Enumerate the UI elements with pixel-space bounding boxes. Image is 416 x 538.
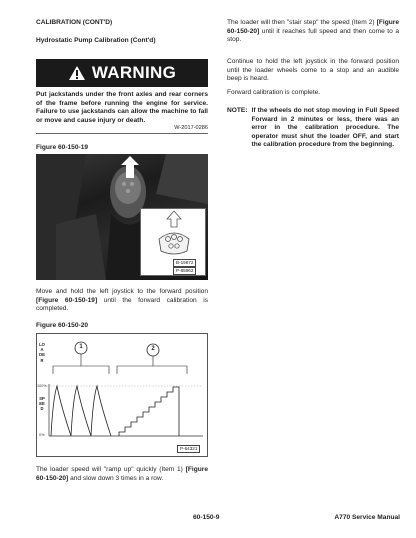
paragraph-continue: Continue to hold the left joystick in the forward position until the loader wheels come to a stop and an audible beep is heard. (227, 58, 399, 83)
warning-text: Put jackstands under the front axles and rear corners of the frame before running the engine for service. Failure to use jackstands can allow the machine to fall or move and cause injury or death. (36, 91, 208, 124)
paragraph-ramp-text: The loader speed will "ramp up" quickly (Item 1) (36, 466, 186, 473)
manual-title: A770 Service Manual (334, 514, 400, 521)
warning-label: WARNING (91, 63, 177, 82)
paragraph-stair (227, 19, 399, 45)
figure-19-code-1: B-19872 (173, 259, 196, 267)
paragraph-move (36, 288, 208, 314)
section-title: CALIBRATION (CONT'D) (36, 19, 113, 26)
axis-label-speed: SPEED (39, 396, 45, 412)
note-text: If the wheels do not stop moving in Full Speed Forward in 2 minutes or less, there was an error in the calibration procedure. The operator must shut the loader OFF, and start the calibration procedure from the beginning. (251, 107, 399, 149)
figure-ref: [Figure 60-150-20] (227, 19, 399, 35)
note-block (227, 107, 399, 150)
warning-triangle-icon (68, 65, 86, 81)
joystick-inset (140, 208, 206, 276)
speed-graph (36, 333, 208, 457)
y-label-low: 0% (39, 433, 45, 437)
paragraph-ramp-text-end: and slow down 3 times in a row. (68, 474, 164, 482)
figure-20-caption: Figure 60-150-20 (36, 322, 89, 329)
paragraph-ramp (36, 466, 208, 483)
paragraph-move-text-end: until the forward calibration is completed. (36, 296, 208, 313)
y-label-high: 100% (37, 384, 47, 388)
figure-20-code: P-64321 (177, 445, 200, 453)
note-label: NOTE: (227, 107, 248, 114)
speed-curve (37, 334, 209, 458)
divider (36, 133, 208, 134)
figure-ref: [Figure 60-150-19] (36, 296, 98, 304)
paragraph-stair-text: The loader will then "stair step" the speed (Item 2) (227, 19, 377, 26)
page-number: 60-150-9 (193, 514, 220, 521)
subtitle: Hydrostatic Pump Calibration (Cont'd) (36, 37, 156, 44)
paragraph-move-text: Move and hold the left joystick to the forward position (36, 288, 208, 295)
figure-19-code-2: P-85962 (173, 267, 196, 275)
axis-label-loader: LOADER (39, 342, 45, 363)
warning-code: W-2017-0286 (174, 125, 208, 131)
paragraph-stair-text-end: until it reaches full speed and then come to a stop. (227, 27, 399, 44)
paragraph-complete: Forward calibration is complete. (227, 89, 321, 96)
figure-ref: [Figure 60-150-20] (36, 466, 208, 482)
warning-banner (36, 59, 208, 87)
arrow-up-icon (121, 156, 139, 178)
callout-2: 2 (151, 346, 155, 352)
callout-1: 1 (79, 344, 83, 350)
figure-19-caption: Figure 60-150-19 (36, 144, 89, 151)
